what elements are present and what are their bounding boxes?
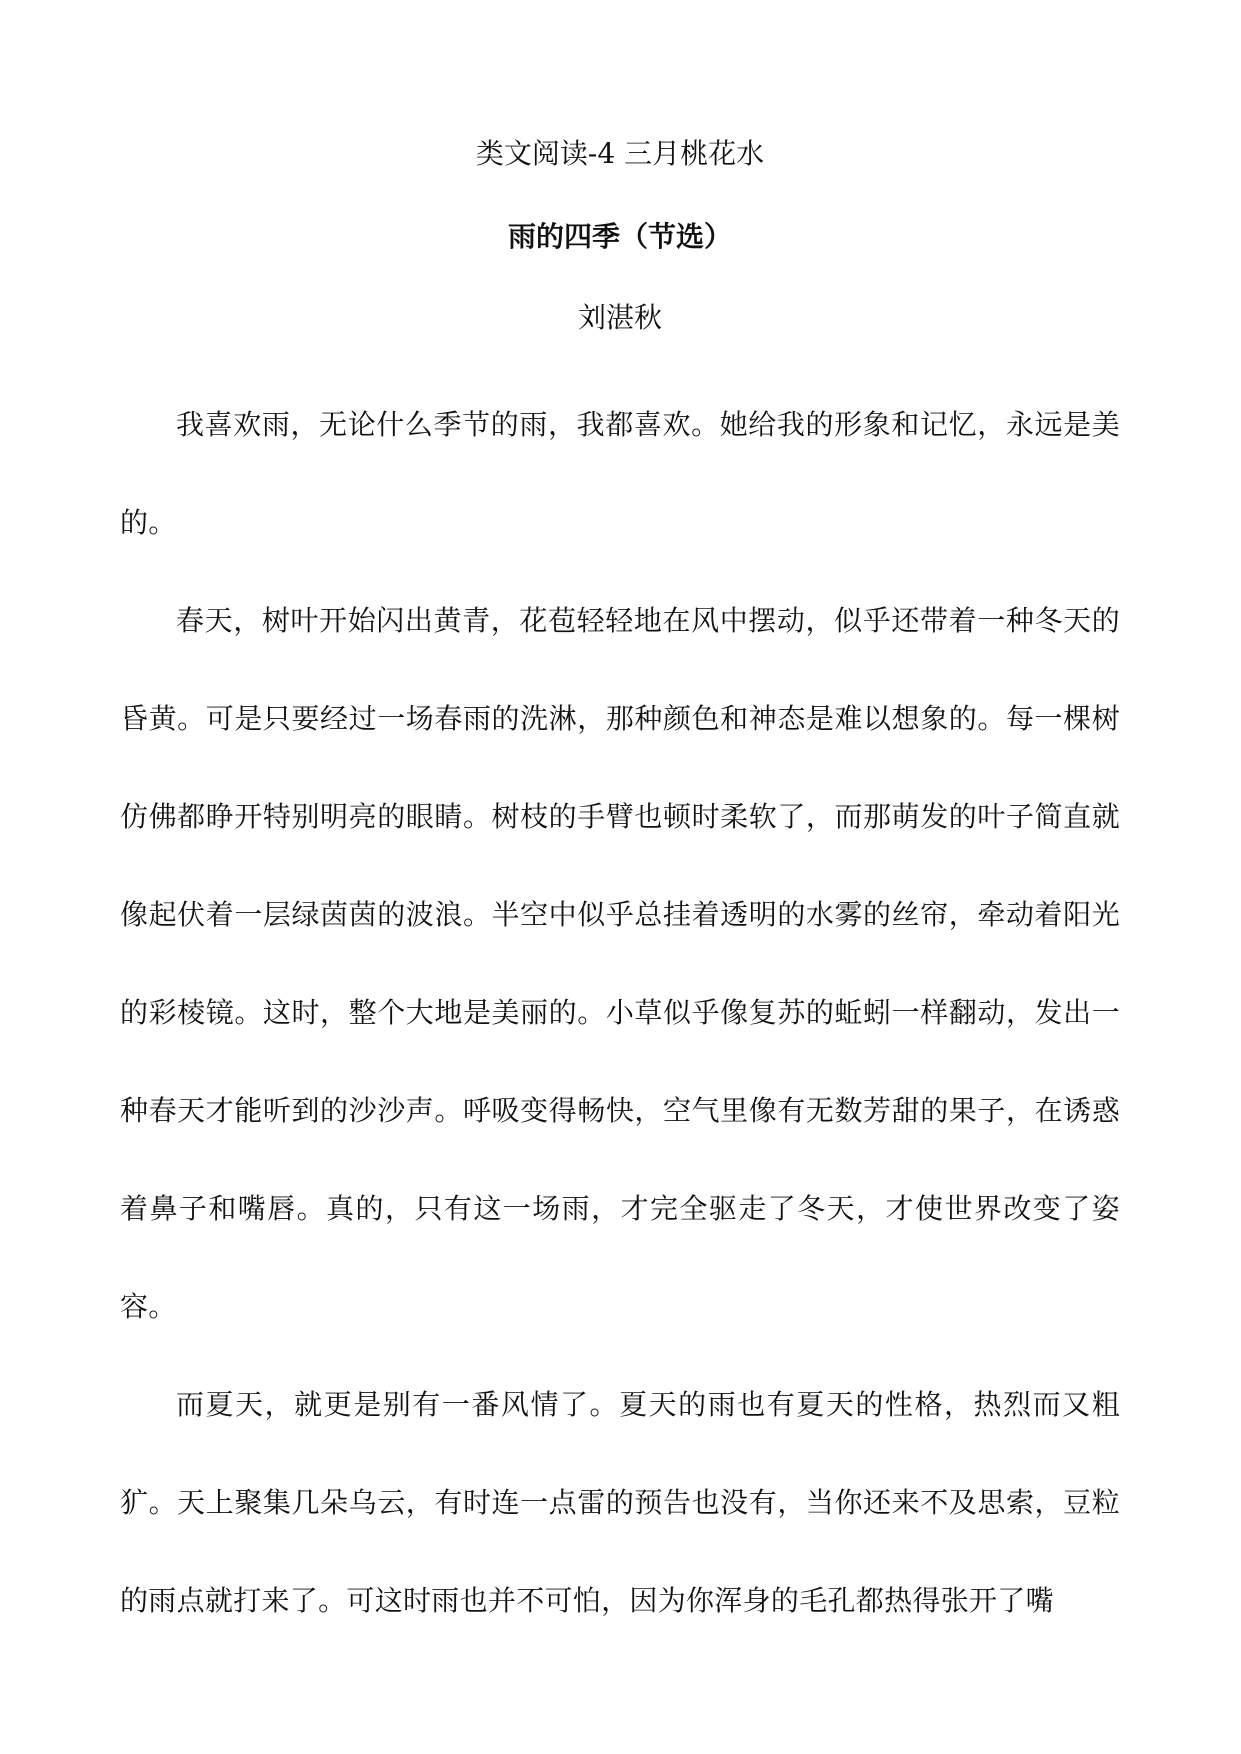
article-title: 雨的四季（节选） bbox=[507, 220, 732, 253]
article-body bbox=[120, 376, 1120, 1650]
paragraph-summer: 而夏天，就更是别有一番风情了。夏天的雨也有夏天的性格，热烈而又粗犷。天上聚集几朵乌云，有时连一点雷的预告也没有，当你还来不及思索，豆粒的雨点就打来了。可这时雨也并不可怕，因为你浑身的毛孔都热得张开了嘴 bbox=[120, 1388, 1120, 1617]
document-page bbox=[120, 0, 1120, 1754]
paragraph-spring: 春天，树叶开始闪出黄青，花苞轻轻地在风中摆动，似乎还带着一种冬天的昏黄。可是只要经过一场春雨的洗淋，那种颜色和神态是难以想象的。每一棵树仿佛都睁开特别明亮的眼睛。树枝的手臂也顿时柔软了，而那萌发的叶子简直就像起伏着一层绿茵茵的波浪。半空中似乎总挂着透明的水雾的丝帘，牵动着阳光的彩棱镜。这时，整个大地是美丽的。小草似乎像复苏的蚯蚓一样翻动，发出一种春天才能听到的沙沙声。呼吸变得畅快，空气里像有无数芳甜的果子，在诱惑着鼻子和嘴唇。真的，只有这一场雨，才完全驱走了冬天，才使世界改变了姿容。 bbox=[120, 604, 1120, 1323]
author-name: 刘湛秋 bbox=[577, 301, 662, 334]
section-label: 类文阅读-4 三月桃花水 bbox=[475, 137, 765, 170]
paragraph-intro: 我喜欢雨，无论什么季节的雨，我都喜欢。她给我的形象和记忆，永远是美的。 bbox=[120, 408, 1120, 539]
